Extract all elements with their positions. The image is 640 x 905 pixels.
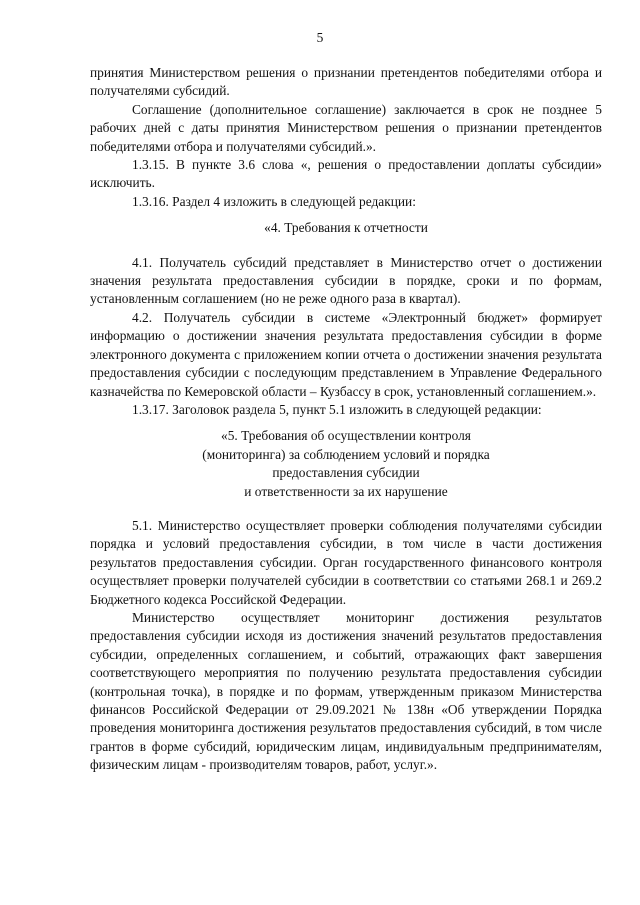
paragraph: принятия Министерством решения о признании претендентов победителями отбора и получателями субсидий. — [90, 65, 602, 99]
section-heading-4: «4. Требования к отчетности — [264, 220, 428, 236]
section-heading-5 — [90, 427, 602, 501]
heading-line: и ответственности за их нарушение — [244, 483, 448, 499]
paragraph: 4.2. Получатель субсидии в системе «Электронный бюджет» формирует информацию о достижении значения результата предоставления субсидии в форме электронного документа с приложением копии отчета о достижении значения результата предоставления субсидии с последующим представлением в Управление Федерального казначейства по Кемеровской области – Кузбассу в срок, установленный соглашением.». — [90, 309, 602, 399]
page-number: 5 — [316, 30, 324, 45]
paragraph: Соглашение (дополнительное соглашение) заключается в срок не позднее 5 рабочих дней с даты принятия Министерством решения о признании претендентов победителями отбора и получателями субсидий.». — [90, 101, 602, 154]
heading-line: (мониторинга) за соблюдением условий и порядка — [202, 446, 490, 462]
document-body — [90, 64, 602, 775]
paragraph: 5.1. Министерство осуществляет проверки соблюдения получателями субсидии порядка и условий предоставления субсидии, в том числе в части достижения результатов предоставления субсидии. Орган государственного финансового контроля осуществляет проверки получателей субсидии в соответствии со статьями 268.1 и 269.2 Бюджетного кодекса Российской Федерации. — [90, 517, 602, 607]
paragraph: 4.1. Получатель субсидий представляет в Министерство отчет о достижении значения результата предоставления субсидии в порядке, сроки и по формам, установленным соглашением (но не реже одного раза в квартал). — [90, 254, 602, 307]
paragraph: 1.3.16. Раздел 4 изложить в следующей редакции: — [132, 193, 416, 209]
paragraph: 1.3.15. В пункте 3.6 слова «, решения о предоставлении доплаты субсидии» исключить. — [90, 157, 602, 191]
paragraph: 1.3.17. Заголовок раздела 5, пункт 5.1 изложить в следующей редакции: — [132, 401, 542, 417]
paragraph: Министерство осуществляет мониторинг достижения результатов предоставления субсидии исходя из достижения значений результатов предоставления субсидии, определенных соглашением, и событий, отражающих факт завершения соответствующего мероприятия по получению результата предоставления субсидии (контрольная точка), в порядке и по формам, утвержденным приказом Министерства финансов Российской Федерации от 29.09.2021 № 138н «Об утверждении Порядка проведения мониторинга достижения результатов предоставления субсидий, в том числе грантов в форме субсидий, юридическим лицам, индивидуальным предпринимателям, физическим лицам - производителям товаров, работ, услуг.». — [90, 609, 602, 773]
heading-line: предоставления субсидии — [272, 465, 420, 481]
heading-line: «5. Требования об осуществлении контроля — [221, 428, 471, 444]
